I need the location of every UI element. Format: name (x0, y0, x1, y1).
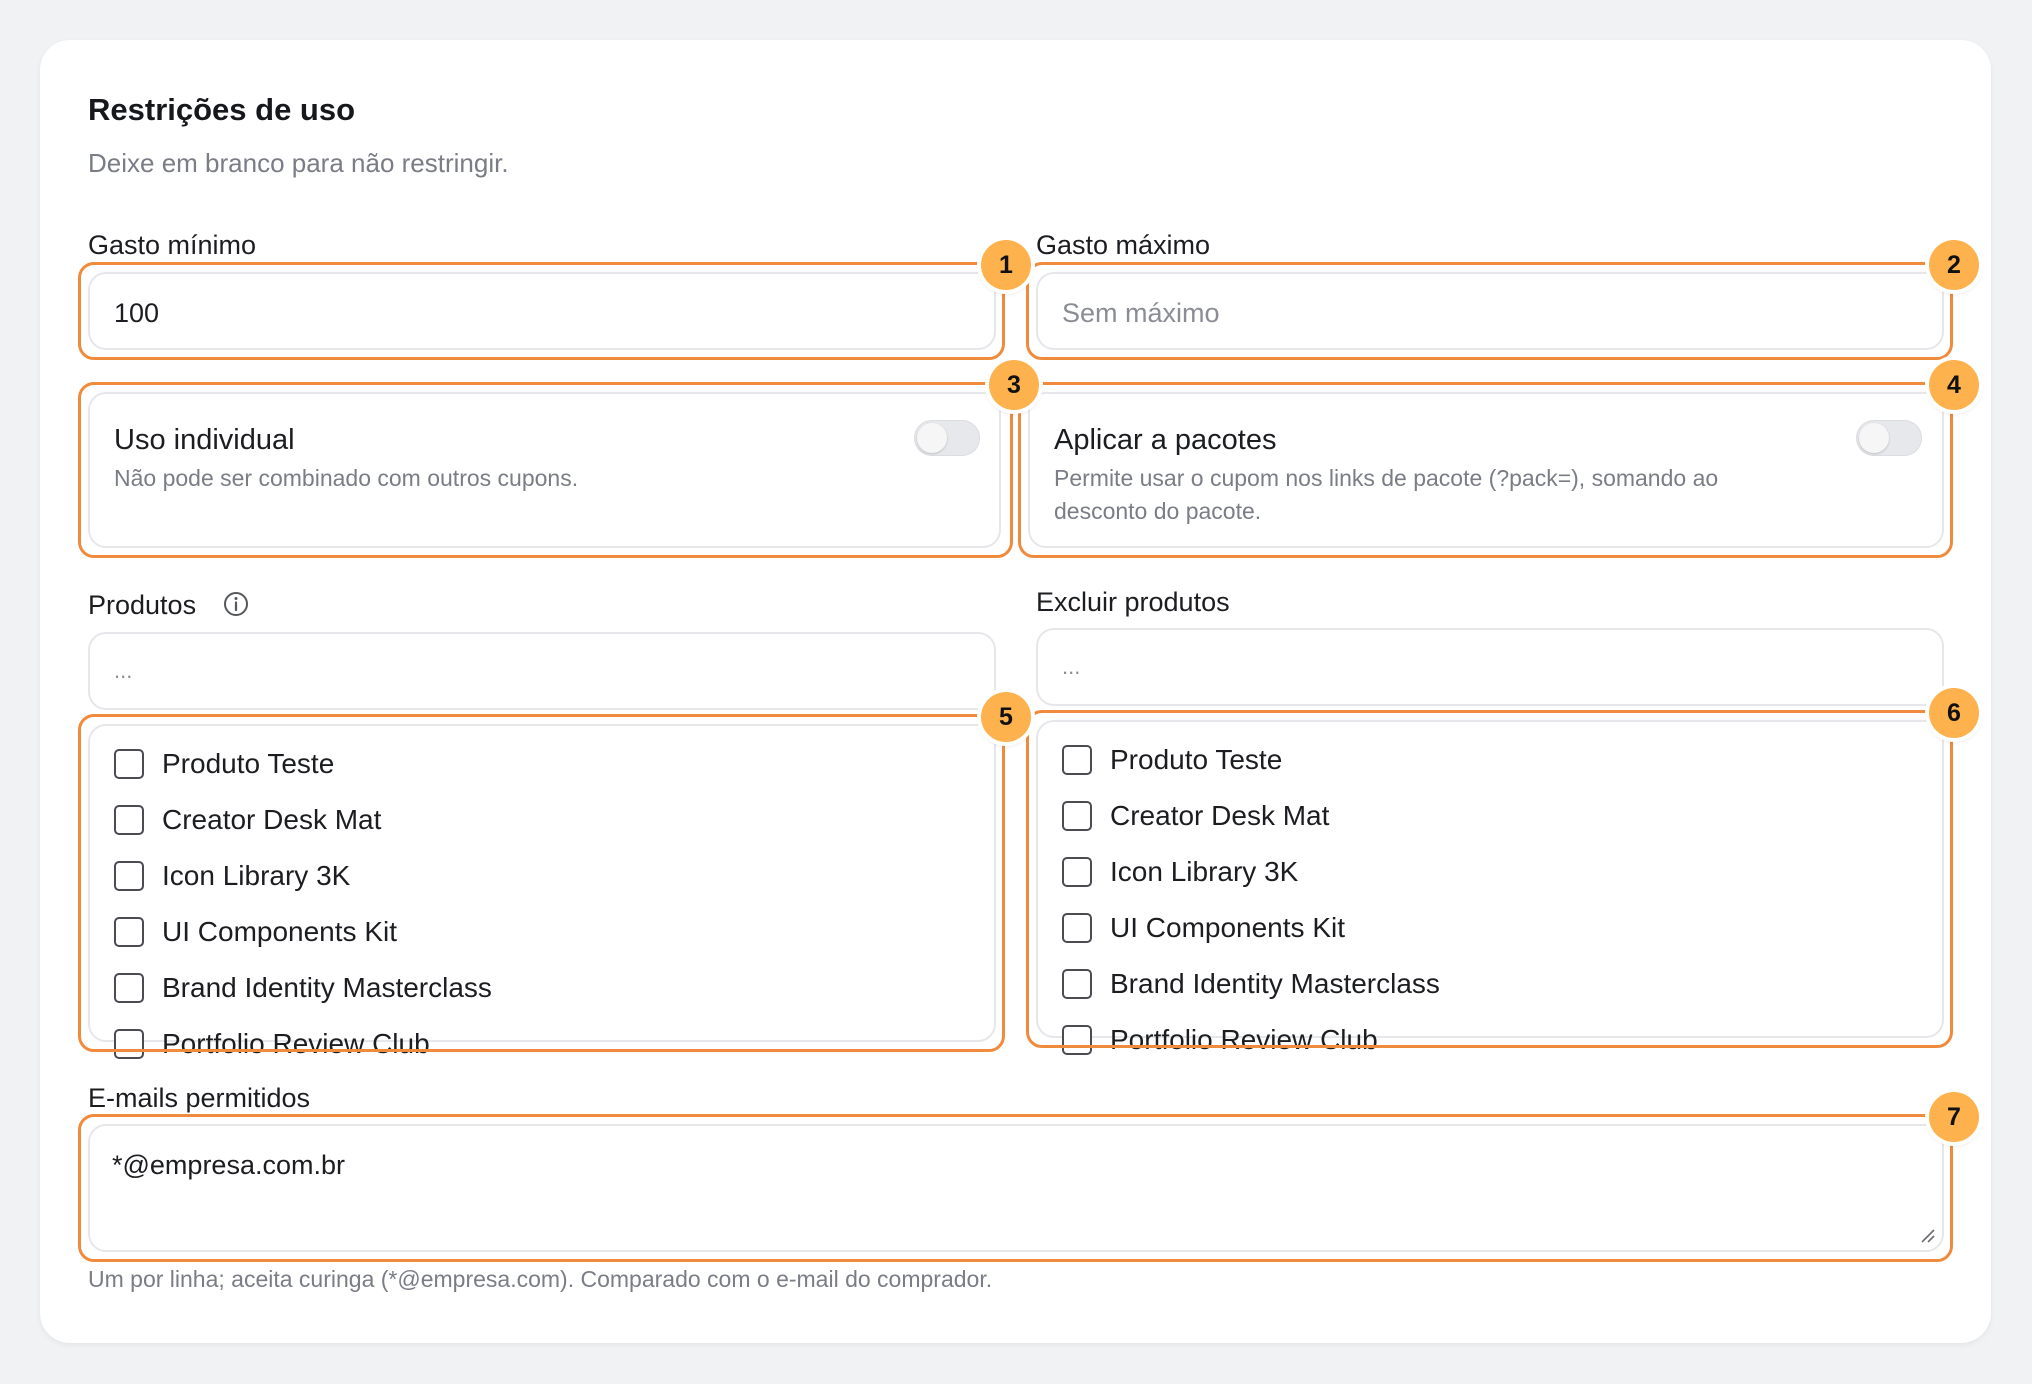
apply-to-packs-description-line2: desconto do pacote. (1054, 498, 1262, 524)
annotation-badge-3: 3 (989, 360, 1039, 410)
list-item[interactable]: Creator Desk Mat (1062, 796, 1329, 836)
apply-to-packs-title: Aplicar a pacotes (1054, 424, 1277, 456)
products-label: Produtos (88, 590, 197, 620)
apply-to-packs-toggle[interactable] (1856, 420, 1922, 456)
checkbox[interactable] (114, 1029, 144, 1059)
checkbox[interactable] (1062, 801, 1092, 831)
annotation-badge-1: 1 (981, 240, 1031, 290)
section-title: Restrições de uso (88, 92, 356, 127)
info-icon[interactable] (223, 591, 249, 617)
annotation-badge-2: 2 (1929, 240, 1979, 290)
allowed-emails-hint: Um por linha; aceita curinga (*@empresa.com). Comparado com o e-mail do comprador. (88, 1266, 993, 1292)
individual-use-title: Uso individual (114, 424, 295, 456)
products-list[interactable] (88, 724, 996, 1059)
annotation-badge-7: 7 (1929, 1092, 1979, 1142)
max-spend-label: Gasto máximo (1036, 230, 1211, 260)
list-item[interactable]: Portfolio Review Club (114, 1024, 430, 1064)
individual-use-toggle[interactable] (914, 420, 980, 456)
section-subtitle: Deixe em branco para não restringir. (88, 148, 509, 178)
products-search-placeholder: ... (114, 658, 133, 683)
list-item[interactable]: Creator Desk Mat (114, 800, 381, 840)
min-spend-value: 100 (114, 298, 160, 328)
max-spend-input[interactable] (1036, 272, 1944, 350)
exclude-products-label: Excluir produtos (1036, 587, 1230, 617)
products-search-input[interactable] (88, 632, 996, 710)
resize-handle-icon[interactable] (1918, 1226, 1936, 1244)
checkbox[interactable] (114, 749, 144, 779)
list-item[interactable]: UI Components Kit (1062, 908, 1345, 948)
individual-use-description: Não pode ser combinado com outros cupons. (114, 465, 579, 491)
checkbox[interactable] (1062, 969, 1092, 999)
allowed-emails-value: *@empresa.com.br (112, 1150, 345, 1180)
exclude-products-list[interactable] (1036, 720, 1944, 1055)
checkbox[interactable] (114, 917, 144, 947)
list-item[interactable]: Icon Library 3K (114, 856, 350, 896)
annotation-badge-5: 5 (981, 692, 1031, 742)
list-item[interactable]: Icon Library 3K (1062, 852, 1298, 892)
individual-use-option (88, 392, 1001, 548)
min-spend-label: Gasto mínimo (88, 230, 257, 260)
apply-to-packs-option (1028, 392, 1944, 548)
annotation-badge-4: 4 (1929, 360, 1979, 410)
exclude-products-search-input[interactable] (1036, 628, 1944, 706)
checkbox[interactable] (114, 973, 144, 1003)
list-item[interactable]: Produto Teste (114, 744, 334, 784)
max-spend-placeholder: Sem máximo (1062, 298, 1220, 328)
list-item[interactable]: Portfolio Review Club (1062, 1020, 1378, 1060)
list-item[interactable]: Brand Identity Masterclass (1062, 964, 1440, 1004)
list-item[interactable]: Produto Teste (1062, 740, 1282, 780)
exclude-products-search-placeholder: ... (1062, 654, 1081, 679)
checkbox[interactable] (114, 861, 144, 891)
checkbox[interactable] (1062, 913, 1092, 943)
checkbox[interactable] (1062, 857, 1092, 887)
checkbox[interactable] (114, 805, 144, 835)
allowed-emails-label: E-mails permitidos (88, 1083, 311, 1113)
annotation-badge-6: 6 (1929, 688, 1979, 738)
list-item[interactable]: UI Components Kit (114, 912, 397, 952)
checkbox[interactable] (1062, 1025, 1092, 1055)
apply-to-packs-description-line1: Permite usar o cupom nos links de pacote (?pack=), somando ao (1054, 465, 1719, 491)
checkbox[interactable] (1062, 745, 1092, 775)
min-spend-input[interactable] (88, 272, 996, 350)
allowed-emails-textarea[interactable] (88, 1124, 1944, 1252)
list-item[interactable]: Brand Identity Masterclass (114, 968, 492, 1008)
